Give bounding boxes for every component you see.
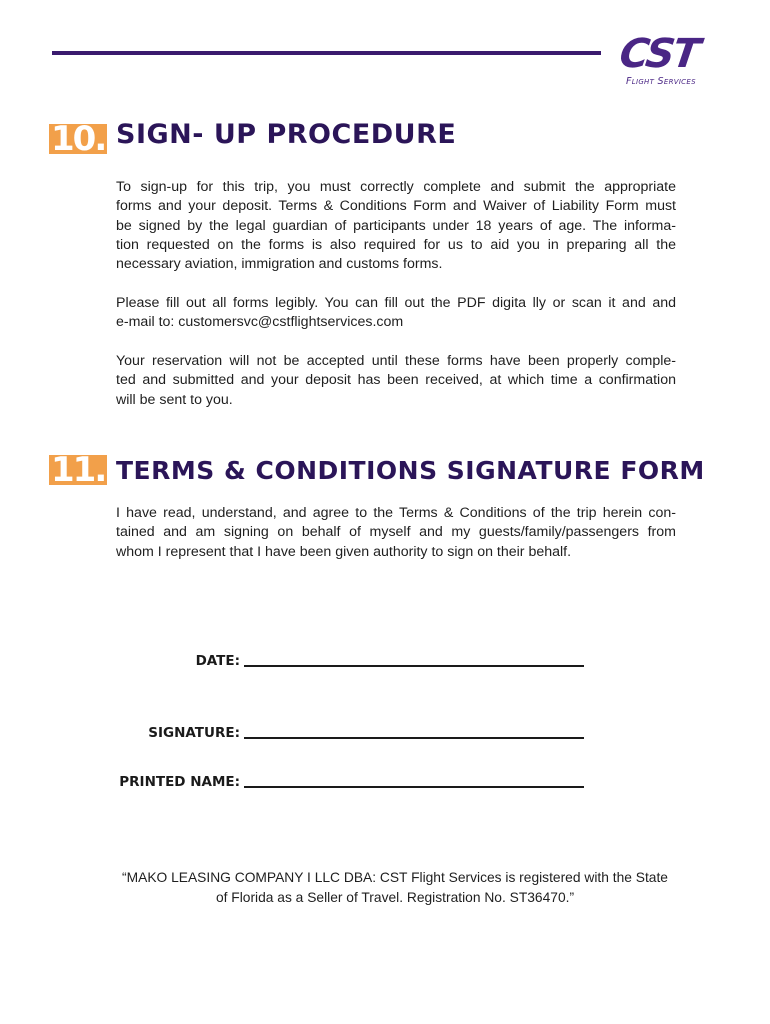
date-label: DATE:: [195, 653, 240, 669]
logo-subtitle: Flight Services: [626, 76, 696, 87]
text-line: be signed by the legal guardian of participants under 18 years of age. The informa-: [116, 217, 676, 234]
footer-line: of Florida as a Seller of Travel. Registration No. ST36470.”: [215, 890, 575, 905]
date-input-line[interactable]: [244, 665, 584, 667]
text-line: tion requested on the forms is also required for us to aid you in preparing all the: [116, 236, 676, 253]
section-10-number: 10.: [51, 119, 106, 159]
terms-paragraph: [116, 504, 676, 562]
printed-name-field-label-wrap: [114, 770, 240, 790]
registration-note: [110, 868, 680, 908]
text-line: necessary aviation, immigration and customs forms.: [116, 256, 443, 273]
footer-line: “MAKO LEASING COMPANY I LLC DBA: CST Flight Services is registered with the State: [122, 870, 668, 885]
signature-input-line[interactable]: [244, 737, 584, 739]
text-line: tained and am signing on behalf of myself and my guests/family/passengers from: [116, 524, 676, 541]
text-line: To sign-up for this trip, you must correctly complete and submit the appropriate: [116, 179, 676, 195]
text-line: ted and submitted and your deposit has been received, at which time a confirmation: [116, 372, 676, 389]
text-line: Please fill out all forms legibly. You can fill out the PDF digita lly or scan it and and: [116, 295, 676, 311]
signup-paragraph-1: [116, 178, 676, 274]
printed-name-input-line[interactable]: [244, 786, 584, 788]
text-line: I have read, understand, and agree to the Terms & Conditions of the trip herein con-: [116, 505, 676, 521]
signature-label: SIGNATURE:: [148, 725, 240, 741]
text-line: will be sent to you.: [116, 391, 233, 408]
text-line: forms and your deposit. Terms & Conditions Form and Waiver of Liability Form must: [116, 198, 676, 215]
date-field-label-wrap: [114, 649, 240, 669]
logo-mark: CST: [616, 31, 702, 77]
printed-name-label: PRINTED NAME:: [119, 774, 240, 790]
section-11-number: 11.: [51, 450, 106, 490]
signup-paragraph-3: [116, 352, 676, 410]
section-10-title: SIGN- UP PROCEDURE: [116, 119, 457, 150]
header-rule: [52, 51, 601, 55]
section-11-title: TERMS & CONDITIONS SIGNATURE FORM: [116, 456, 705, 485]
cst-logo: [616, 31, 730, 94]
signup-paragraph-2: [116, 294, 676, 333]
signature-field-label-wrap: [114, 721, 240, 741]
text-line: Your reservation will not be accepted until these forms have been properly comple-: [116, 353, 676, 369]
text-line: whom I represent that I have been given authority to sign on their behalf.: [116, 543, 572, 560]
email-line: e-mail to: customersvc@cstflightservices.com: [116, 314, 404, 331]
